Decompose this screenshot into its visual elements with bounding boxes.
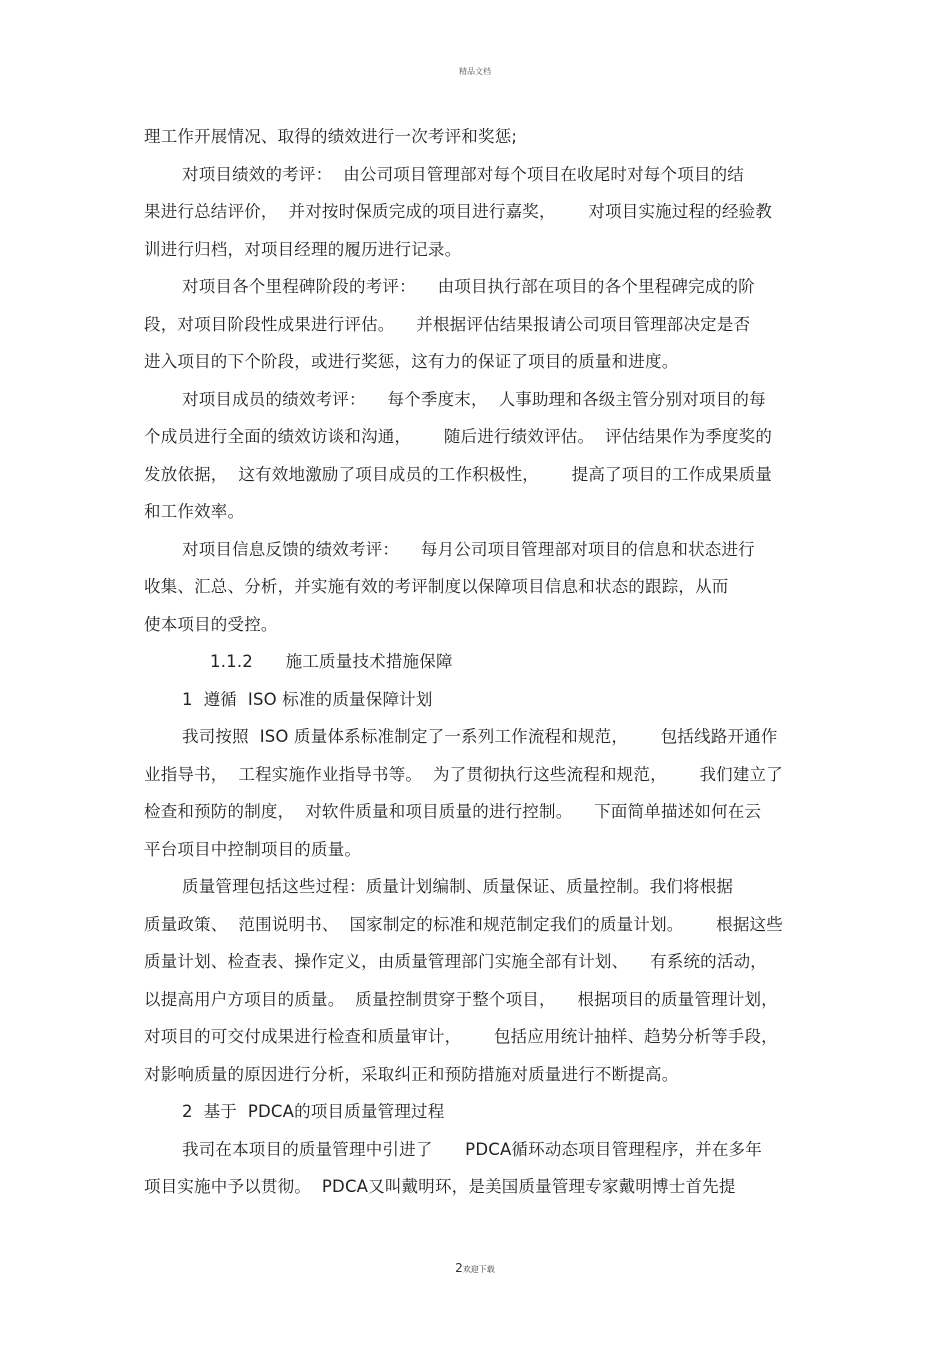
text-line: 使本项目的受控。 (144, 614, 278, 634)
text-line: 平台项目中控制项目的质量。 (144, 839, 362, 859)
text-line: 业指导书， 工程实施作业指导书等。 为了贯彻执行这些流程和规范， 我们建立了 (144, 764, 783, 784)
header-text: 精品文档 (459, 67, 491, 76)
text-line: 对影响质量的原因进行分析，采取纠正和预防措施对质量进行不断提高。 (144, 1064, 679, 1084)
text-line: 质量政策、 范围说明书、 国家制定的标准和规范制定我们的质量计划。 根据这些 (144, 914, 783, 934)
page-footer (0, 1261, 950, 1275)
text-line: 果进行总结评价， 并对按时保质完成的项目进行嘉奖， 对项目实施过程的经验教 (144, 202, 773, 221)
text-line: 对项目成员的绩效考评： 每个季度末， 人事助理和各级主管分别对项目的每 (182, 389, 766, 409)
text-line: 发放依据， 这有效地激励了项目成员的工作积极性， 提高了项目的工作成果质量 (144, 464, 773, 484)
text-line: 个成员进行全面的绩效访谈和沟通， 随后进行绩效评估。 评估结果作为季度奖的 (144, 427, 773, 446)
text-line: 1.1.2 施工质量技术措施保障 (210, 652, 453, 671)
text-line: 以提高用户方项目的质量。 质量控制贯穿于整个项目， 根据项目的质量管理计划， (144, 989, 778, 1009)
text-line: 理工作开展情况、取得的绩效进行一次考评和奖惩; (144, 127, 518, 146)
text-line: 对项目信息反馈的绩效考评： 每月公司项目管理部对项目的信息和状态进行 (182, 539, 755, 559)
text-line: 1 遵循 ISO 标准的质量保障计划 (182, 689, 433, 709)
text-line: 质量管理包括这些过程：质量计划编制、质量保证、质量控制。我们将根据 (182, 877, 734, 896)
text-line: 和工作效率。 (144, 502, 245, 521)
text-line: 对项目的可交付成果进行检查和质量审计， 包括应用统计抽样、趋势分析等手段， (144, 1027, 778, 1046)
text-line: 我司在本项目的质量管理中引进了 PDCA循环动态项目管理程序，并在多年 (182, 1139, 762, 1159)
footer-text: 欢迎下载 (462, 1265, 495, 1274)
text-line: 对项目绩效的考评： 由公司项目管理部对每个项目在收尾时对每个项目的结 (182, 164, 744, 184)
text-line: 我司按照 ISO 质量体系标准制定了一系列工作流程和规范， 包括线路开通作 (182, 727, 778, 746)
page-number: 2 (455, 1261, 463, 1275)
text-line: 段，对项目阶段性成果进行评估。 并根据评估结果报请公司项目管理部决定是否 (144, 314, 751, 334)
text-line: 进入项目的下个阶段，或进行奖惩，这有力的保证了项目的质量和进度。 (144, 352, 679, 371)
text-line: 检查和预防的制度， 对软件质量和项目质量的进行控制。 下面简单描述如何在云 (144, 802, 762, 821)
text-line: 对项目各个里程碑阶段的考评： 由项目执行部在项目的各个里程碑完成的阶 (182, 277, 755, 296)
page-header (0, 66, 950, 77)
text-line: 收集、汇总、分析，并实施有效的考评制度以保障项目信息和状态的跟踪，从而 (144, 577, 729, 596)
document-body (144, 122, 810, 1210)
text-line: 2 基于 PDCA的项目质量管理过程 (182, 1102, 445, 1121)
text-line: 质量计划、检查表、操作定义，由质量管理部门实施全部有计划、 有系统的活动， (144, 952, 767, 971)
text-line: 项目实施中予以贯彻。 PDCA又叫戴明环，是美国质量管理专家戴明博士首先提 (144, 1177, 736, 1196)
text-line: 训进行归档，对项目经理的履历进行记录。 (144, 239, 462, 259)
